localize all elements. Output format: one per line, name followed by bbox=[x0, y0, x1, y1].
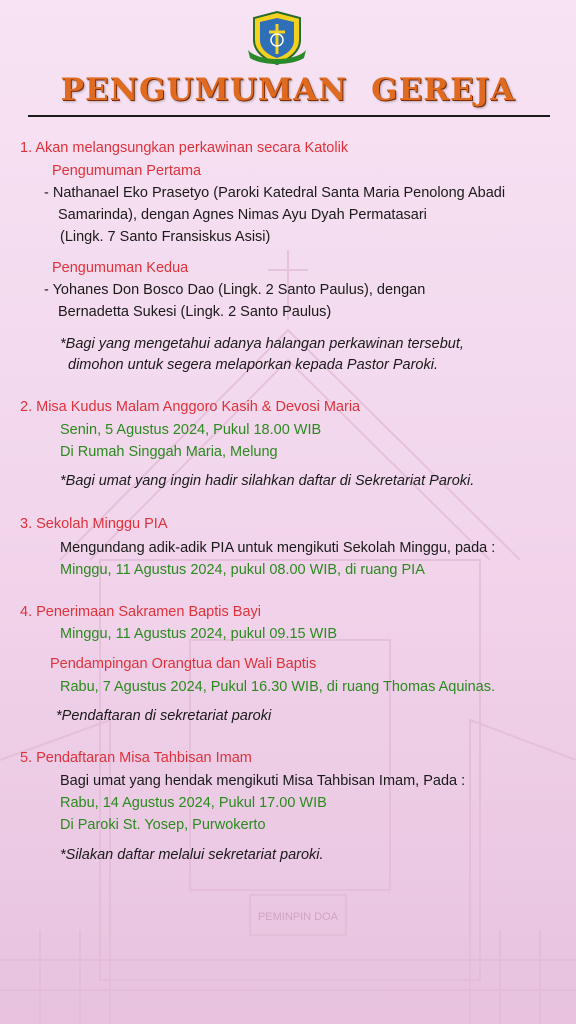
item-3-schedule: Minggu, 11 Agustus 2024, pukul 08.00 WIB, di ruang PIA bbox=[60, 562, 425, 578]
parish-crest-icon bbox=[246, 10, 308, 66]
item-1-first-line-3: (Lingk. 7 Santo Fransiskus Asisi) bbox=[60, 229, 271, 245]
item-5-location: Di Paroki St. Yosep, Purwokerto bbox=[60, 817, 266, 833]
item-2-note: *Bagi umat yang ingin hadir silahkan daftar di Sekretariat Paroki. bbox=[60, 473, 475, 489]
item-2-line-1: Senin, 5 Agustus 2024, Pukul 18.00 WIB bbox=[60, 422, 322, 438]
item-1-subheading-second: Pengumuman Kedua bbox=[52, 260, 189, 276]
background-sign: PEMINPIN DOA bbox=[257, 911, 339, 923]
item-3-heading: 3. Sekolah Minggu PIA bbox=[20, 516, 168, 532]
title-divider bbox=[28, 115, 550, 117]
item-4-sub-schedule: Rabu, 7 Agustus 2024, Pukul 16.30 WIB, di ruang Thomas Aquinas. bbox=[60, 679, 496, 695]
item-5-schedule: Rabu, 14 Agustus 2024, Pukul 17.00 WIB bbox=[60, 795, 327, 811]
item-1-second-line-1: - Yohanes Don Bosco Dao (Lingk. 2 Santo Paulus), dengan bbox=[44, 282, 426, 298]
item-3-text: Mengundang adik-adik PIA untuk mengikuti Sekolah Minggu, pada : bbox=[60, 540, 496, 556]
page-title: PENGUMUMAN GEREJA bbox=[60, 72, 516, 108]
item-1-first-line-2: Samarinda), dengan Agnes Nimas Ayu Dyah Permatasari bbox=[58, 207, 427, 223]
item-1-second-line-2: Bernadetta Sukesi (Lingk. 2 Santo Paulus) bbox=[58, 304, 332, 320]
item-2-line-2: Di Rumah Singgah Maria, Melung bbox=[60, 444, 278, 460]
item-5-note: *Silakan daftar melalui sekretariat paroki. bbox=[60, 847, 324, 863]
item-1-note-line-2: dimohon untuk segera melaporkan kepada Pastor Paroki. bbox=[68, 357, 438, 373]
item-1-note-line-1: *Bagi yang mengetahui adanya halangan perkawinan tersebut, bbox=[60, 336, 464, 352]
item-4-note: *Pendaftaran di sekretariat paroki bbox=[56, 708, 272, 724]
item-4-heading: 4. Penerimaan Sakramen Baptis Bayi bbox=[20, 604, 261, 620]
item-5-heading: 5. Pendaftaran Misa Tahbisan Imam bbox=[20, 750, 252, 766]
item-4-subheading: Pendampingan Orangtua dan Wali Baptis bbox=[50, 656, 317, 672]
item-2-heading: 2. Misa Kudus Malam Anggoro Kasih & Devosi Maria bbox=[20, 399, 361, 415]
item-5-text: Bagi umat yang hendak mengikuti Misa Tahbisan Imam, Pada : bbox=[60, 773, 466, 789]
item-4-schedule: Minggu, 11 Agustus 2024, pukul 09.15 WIB bbox=[60, 626, 338, 642]
item-1-first-line-1: - Nathanael Eko Prasetyo (Paroki Katedral Santa Maria Penolong Abadi bbox=[44, 185, 506, 201]
item-1-heading: 1. Akan melangsungkan perkawinan secara Katolik bbox=[20, 140, 349, 156]
item-1-subheading-first: Pengumuman Pertama bbox=[52, 163, 202, 179]
